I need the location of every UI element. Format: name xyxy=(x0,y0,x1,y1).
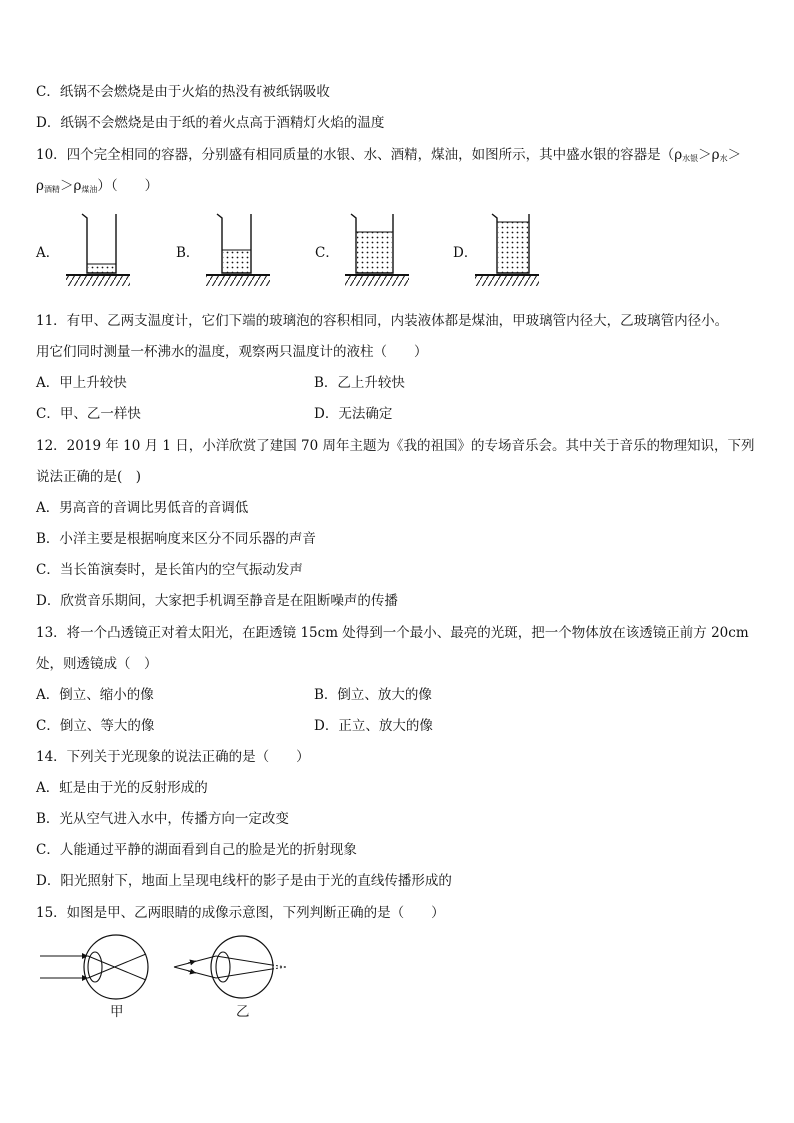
q10-stem-line1: 10．四个完全相同的容器，分别盛有相同质量的水银、水、酒精，煤油，如图所示，其中盛水银的容器是（$\rho_{水银}>\rho_水>$ xyxy=(36,147,742,163)
q11-option-c: C．甲、乙一样快 xyxy=(36,406,141,422)
q11-option-d: D．无法确定 xyxy=(314,406,393,422)
q10-stem-line2: $\rho_{酒精}>\rho_{煤油}$）（ ） xyxy=(36,178,159,194)
eye-yi xyxy=(174,936,286,998)
q13-stem-line2: 处，则透镜成（ ） xyxy=(36,656,158,672)
q15-label-jia: 甲 xyxy=(110,1004,124,1020)
q10-label-b: B． xyxy=(176,245,200,261)
q14-stem: 14．下列关于光现象的说法正确的是（ ） xyxy=(36,749,310,765)
q14-option-a: A．虹是由于光的反射形成的 xyxy=(36,780,208,796)
q13-option-c: C．倒立、等大的像 xyxy=(36,718,155,734)
q11-stem-line1: 11．有甲、乙两支温度计，它们下端的玻璃泡的容积相同，内装液体都是煤油，甲玻璃管内径大，乙玻璃管内径小。 xyxy=(36,313,729,329)
q14-option-c: C．人能通过平静的湖面看到自己的脸是光的折射现象 xyxy=(36,842,357,858)
q13-option-a: A．倒立、缩小的像 xyxy=(36,687,154,703)
q12-stem-line1: 12．2019 年 10 月 1 日，小洋欣赏了建国 70 周年主题为《我的祖国》的专场音乐会。其中关于音乐的物理知识，下列 xyxy=(36,438,755,454)
q12-option-c: C．当长笛演奏时，是长笛内的空气振动发声 xyxy=(36,562,303,578)
q11-option-b: B．乙上升较快 xyxy=(314,375,405,391)
q12-option-a: A．男高音的音调比男低音的音调低 xyxy=(36,500,249,516)
q15-stem: 15．如图是甲、乙两眼睛的成像示意图，下列判断正确的是（ ） xyxy=(36,905,445,921)
beaker-c xyxy=(345,214,409,286)
q14-option-d: D．阳光照射下，地面上呈现电线杆的影子是由于光的直线传播形成的 xyxy=(36,873,452,889)
q13-option-d: D．正立、放大的像 xyxy=(314,718,433,734)
q12-option-b: B．小洋主要是根据响度来区分不同乐器的声音 xyxy=(36,531,316,547)
q9-option-d: D．纸锅不会燃烧是由于纸的着火点高于酒精灯火焰的温度 xyxy=(36,115,385,131)
q10-label-d: D． xyxy=(453,245,478,261)
q15-eyes-figure xyxy=(38,934,308,1004)
q11-option-a: A．甲上升较快 xyxy=(36,375,127,391)
q15-label-yi: 乙 xyxy=(236,1004,250,1020)
q12-option-d: D．欣赏音乐期间，大家把手机调至静音是在阻断噪声的传播 xyxy=(36,593,398,609)
q12-stem-line2: 说法正确的是( ) xyxy=(36,469,142,485)
q14-option-b: B．光从空气进入水中，传播方向一定改变 xyxy=(36,811,289,827)
q10-beakers-figure xyxy=(60,210,550,292)
q10-label-a: A． xyxy=(36,245,60,261)
q13-stem-line1: 13．将一个凸透镜正对着太阳光，在距透镜 15cm 处得到一个最小、最亮的光斑，把一个物体放在该透镜正前方 20cm xyxy=(36,625,749,641)
q10-label-c: C． xyxy=(315,245,339,261)
q13-option-b: B．倒立、放大的像 xyxy=(314,687,432,703)
q11-stem-line2: 用它们同时测量一杯沸水的温度，观察两只温度计的液柱（ ） xyxy=(36,344,428,360)
q9-option-c: C．纸锅不会燃烧是由于火焰的热没有被纸锅吸收 xyxy=(36,84,330,100)
beaker-d xyxy=(475,214,539,286)
beaker-a xyxy=(66,214,130,286)
eye-jia xyxy=(40,935,148,999)
beaker-b xyxy=(206,214,270,286)
